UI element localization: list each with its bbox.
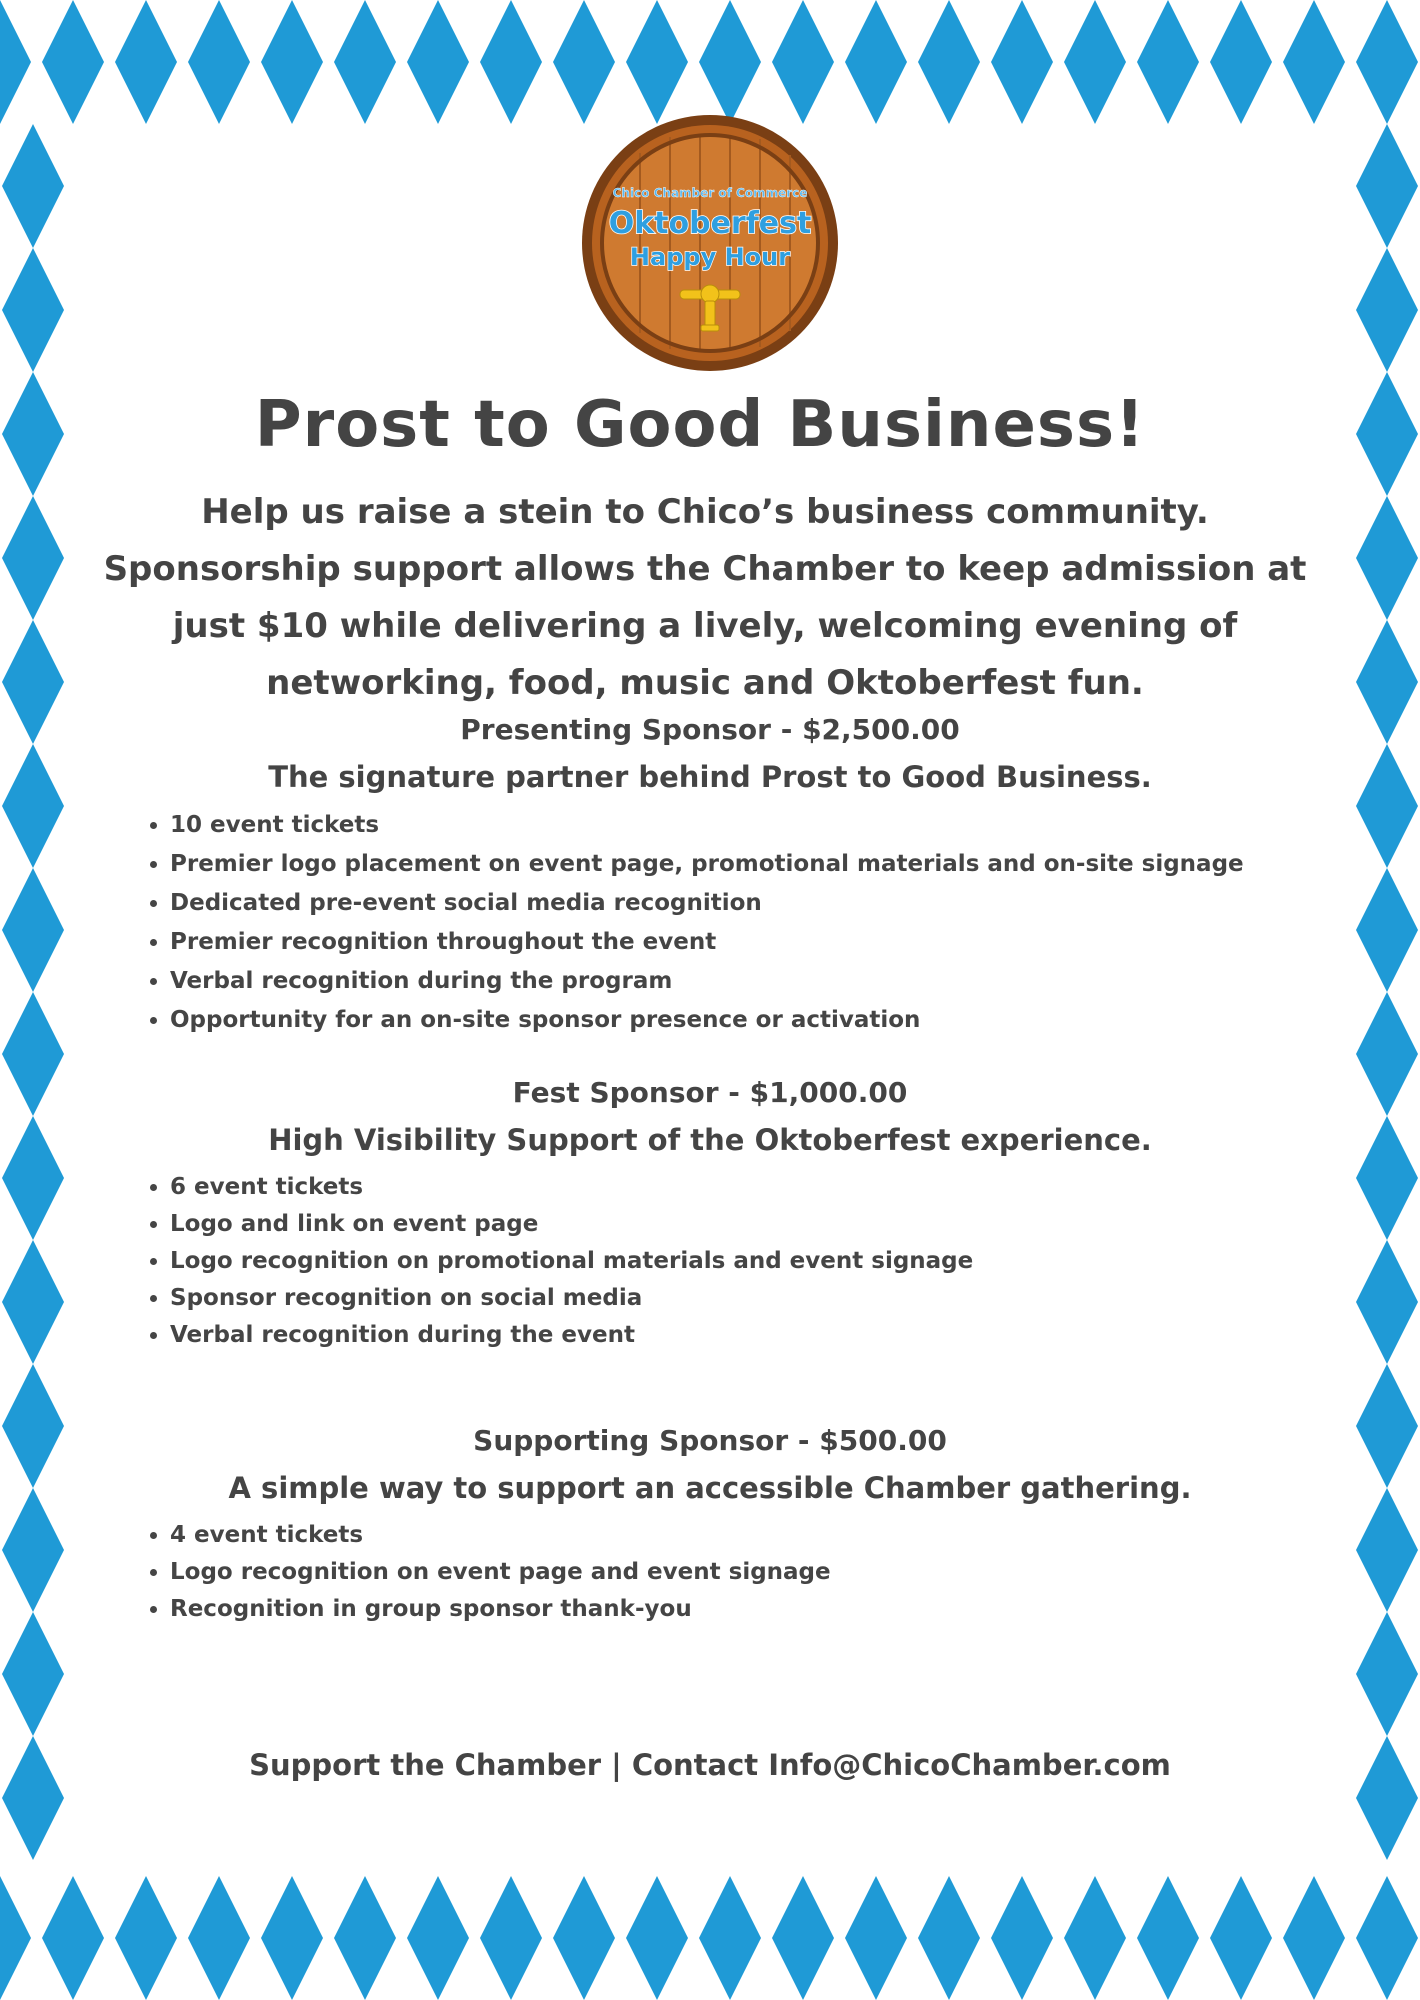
border-diamond bbox=[407, 1876, 469, 2000]
benefit-item: • 10 event tickets bbox=[170, 806, 1244, 845]
border-diamond bbox=[2, 1240, 64, 1364]
border-diamond bbox=[261, 0, 323, 124]
border-diamond bbox=[2, 1612, 64, 1736]
benefit-item: • Logo and link on event page bbox=[170, 1206, 973, 1243]
benefit-item: • 4 event tickets bbox=[170, 1517, 831, 1554]
benefit-item: • Logo recognition on event page and event signage bbox=[170, 1554, 831, 1591]
benefit-item: • Verbal recognition during the event bbox=[170, 1317, 973, 1354]
border-diamond bbox=[1356, 1240, 1418, 1364]
supporting-sponsor-benefits bbox=[140, 1517, 831, 1628]
border-diamond bbox=[261, 1876, 323, 2000]
border-diamond bbox=[918, 1876, 980, 2000]
fest-sponsor-tagline: High Visibility Support of the Oktoberfest experience. bbox=[268, 1123, 1152, 1157]
border-diamond bbox=[626, 0, 688, 124]
border-diamond bbox=[772, 1876, 834, 2000]
benefit-item: • Verbal recognition during the program bbox=[170, 962, 1244, 1001]
border-diamond bbox=[2, 868, 64, 992]
border-diamond bbox=[1356, 1736, 1418, 1860]
logo-title-line1: Oktoberfest bbox=[608, 206, 812, 241]
fest-sponsor-title: Fest Sponsor - $1,000.00 bbox=[512, 1076, 908, 1109]
border-diamond bbox=[1210, 0, 1272, 124]
benefit-item: • Dedicated pre-event social media recognition bbox=[170, 884, 1244, 923]
border-diamond bbox=[553, 1876, 615, 2000]
border-diamond bbox=[407, 0, 469, 124]
border-diamond bbox=[845, 1876, 907, 2000]
border-diamond bbox=[0, 1876, 31, 2000]
border-diamond bbox=[1283, 1876, 1345, 2000]
border-diamond bbox=[2, 248, 64, 372]
border-diamond bbox=[2, 992, 64, 1116]
border-diamond bbox=[991, 1876, 1053, 2000]
headline: Prost to Good Business! bbox=[254, 388, 1146, 462]
border-diamond bbox=[2, 1488, 64, 1612]
border-diamond bbox=[1064, 0, 1126, 124]
border-diamond bbox=[1356, 744, 1418, 868]
border-diamond bbox=[1356, 372, 1418, 496]
border-diamond bbox=[1356, 1876, 1418, 2000]
border-diamond bbox=[2, 496, 64, 620]
border-diamond bbox=[1137, 0, 1199, 124]
benefit-item: • 6 event tickets bbox=[170, 1169, 973, 1206]
border-diamond bbox=[1356, 1612, 1418, 1736]
border-diamond bbox=[115, 0, 177, 124]
presenting-sponsor-tagline: The signature partner behind Prost to Good Business. bbox=[268, 760, 1152, 794]
border-diamond bbox=[2, 1736, 64, 1860]
border-diamond bbox=[334, 1876, 396, 2000]
border-diamond bbox=[699, 1876, 761, 2000]
border-diamond bbox=[918, 0, 980, 124]
benefit-item: • Recognition in group sponsor thank-you bbox=[170, 1591, 831, 1628]
border-diamond bbox=[2, 1364, 64, 1488]
border-diamond bbox=[1356, 620, 1418, 744]
border-diamond bbox=[334, 0, 396, 124]
border-diamond bbox=[1356, 124, 1418, 248]
benefit-item: • Premier recognition throughout the event bbox=[170, 923, 1244, 962]
border-diamond bbox=[2, 124, 64, 248]
supporting-sponsor-title: Supporting Sponsor - $500.00 bbox=[473, 1424, 947, 1457]
presenting-sponsor-title: Presenting Sponsor - $2,500.00 bbox=[460, 713, 960, 746]
oktoberfest-logo bbox=[580, 113, 840, 373]
benefit-item: • Logo recognition on promotional materials and event signage bbox=[170, 1243, 973, 1280]
border-diamond bbox=[115, 1876, 177, 2000]
border-diamond bbox=[42, 0, 104, 124]
intro-paragraph: Help us raise a stein to Chico’s business community. Sponsorship support allows the Chamber to keep admission at just $10 while delivering a lively, welcoming evening of networking, food, music and Oktoberfest fun. bbox=[103, 492, 1307, 703]
border-diamond bbox=[1137, 1876, 1199, 2000]
border-diamond bbox=[845, 0, 907, 124]
border-diamond bbox=[699, 0, 761, 124]
border-diamond bbox=[2, 620, 64, 744]
logo-org-text: Chico Chamber of Commerce bbox=[612, 186, 808, 200]
border-diamond bbox=[1356, 1364, 1418, 1488]
border-diamond bbox=[1356, 868, 1418, 992]
border-diamond bbox=[626, 1876, 688, 2000]
border-diamond bbox=[772, 0, 834, 124]
border-diamond bbox=[1064, 1876, 1126, 2000]
border-diamond bbox=[2, 1116, 64, 1240]
border-diamond bbox=[553, 0, 615, 124]
benefit-item: • Opportunity for an on-site sponsor presence or activation bbox=[170, 1001, 1244, 1040]
border-diamond bbox=[42, 1876, 104, 2000]
benefit-item: • Sponsor recognition on social media bbox=[170, 1280, 973, 1317]
border-diamond bbox=[2, 372, 64, 496]
logo-title-line2: Happy Hour bbox=[629, 243, 791, 271]
border-diamond bbox=[1356, 0, 1418, 124]
presenting-sponsor-benefits bbox=[140, 806, 1244, 1040]
border-diamond bbox=[991, 0, 1053, 124]
border-diamond bbox=[1356, 496, 1418, 620]
benefit-item: • Premier logo placement on event page, promotional materials and on-site signage bbox=[170, 845, 1244, 884]
border-diamond bbox=[0, 0, 31, 124]
fest-sponsor-benefits bbox=[140, 1169, 973, 1354]
border-diamond bbox=[1356, 992, 1418, 1116]
border-diamond bbox=[188, 1876, 250, 2000]
border-diamond bbox=[188, 0, 250, 124]
border-diamond bbox=[1210, 1876, 1272, 2000]
border-diamond bbox=[1356, 1116, 1418, 1240]
supporting-sponsor-tagline: A simple way to support an accessible Chamber gathering. bbox=[228, 1471, 1192, 1505]
border-diamond bbox=[480, 0, 542, 124]
border-diamond bbox=[480, 1876, 542, 2000]
border-diamond bbox=[2, 744, 64, 868]
border-diamond bbox=[1283, 0, 1345, 124]
border-diamond bbox=[1356, 1488, 1418, 1612]
footer-contact: Support the Chamber | Contact Info@ChicoChamber.com bbox=[249, 1748, 1171, 1782]
border-diamond bbox=[1356, 248, 1418, 372]
